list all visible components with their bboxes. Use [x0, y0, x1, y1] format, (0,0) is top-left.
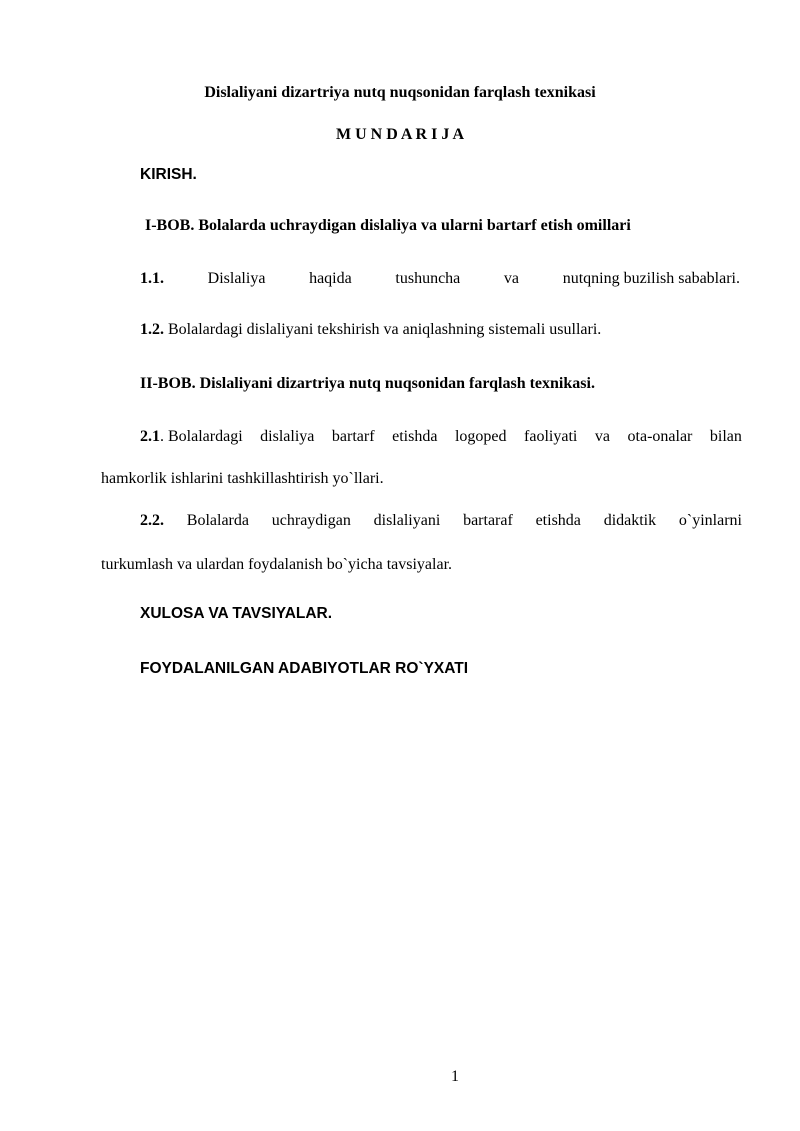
section-word: haqida [309, 270, 352, 287]
section-word: dislaliyani [373, 512, 441, 529]
toc-entry-chapter-1: I-BOB. Bolalarda uchraydigan dislaliya va ularni bartarf etish omillari [145, 217, 631, 234]
section-number: 2.2. [140, 512, 164, 529]
toc-entry-section-2-2 [140, 512, 742, 530]
section-word: va [594, 428, 610, 445]
section-text: Bolalardagi dislaliyani tekshirish va aniqlashning sistemali usullari. [164, 321, 602, 338]
section-word: etishda [535, 512, 581, 529]
section-word: uchraydigan [271, 512, 351, 529]
section-word: dislaliya [260, 428, 315, 445]
section-word: etishda [392, 428, 438, 445]
toc-entry-section-1-2 [140, 321, 601, 339]
section-number: 2.1 [140, 428, 160, 445]
section-word: tushuncha [395, 270, 461, 287]
section-word: nutqning buzilish sabablari. [562, 270, 740, 287]
section-number: 1.1. [140, 270, 164, 287]
section-word: ota-onalar [627, 428, 693, 445]
toc-entry-conclusion: XULOSA VA TAVSIYALAR. [140, 605, 333, 622]
toc-entry-references: FOYDALANILGAN ADABIYOTLAR RO`YXATI [140, 660, 469, 677]
section-word: didaktik [603, 512, 657, 529]
section-word: . Bolalardagi [160, 428, 243, 445]
toc-entry-chapter-2: II-BOB. Dislaliyani dizartriya nutq nuqsonidan farqlash texnikasi. [140, 375, 595, 392]
toc-entry-introduction: KIRISH. [140, 166, 197, 183]
section-number: 1.2. [140, 321, 164, 338]
section-word: bartaraf [463, 512, 513, 529]
section-word: faoliyati [524, 428, 578, 445]
page-number: 1 [451, 1068, 459, 1085]
section-word: logoped [454, 428, 507, 445]
section-word: bartarf [331, 428, 375, 445]
toc-entry-section-2-2-continuation: turkumlash va ulardan foydalanish bo`yicha tavsiyalar. [101, 556, 453, 573]
section-word: Bolalarda [186, 512, 249, 529]
section-word: bilan [709, 428, 742, 445]
toc-entry-section-2-1-continuation: hamkorlik ishlarini tashkillashtirish yo`llari. [101, 470, 384, 487]
section-word: va [503, 270, 520, 287]
section-lead [140, 428, 243, 446]
table-of-contents-heading: M U N D A R I J A [335, 126, 464, 143]
toc-entry-section-2-1 [140, 428, 742, 446]
document-title [0, 84, 800, 102]
section-word: o`yinlarni [678, 512, 742, 529]
toc-entry-section-1-1 [140, 270, 740, 288]
document-title-text: Dislaliyani dizartriya nutq nuqsonidan farqlash texnikasi [204, 84, 596, 101]
section-word: Dislaliya [207, 270, 266, 287]
